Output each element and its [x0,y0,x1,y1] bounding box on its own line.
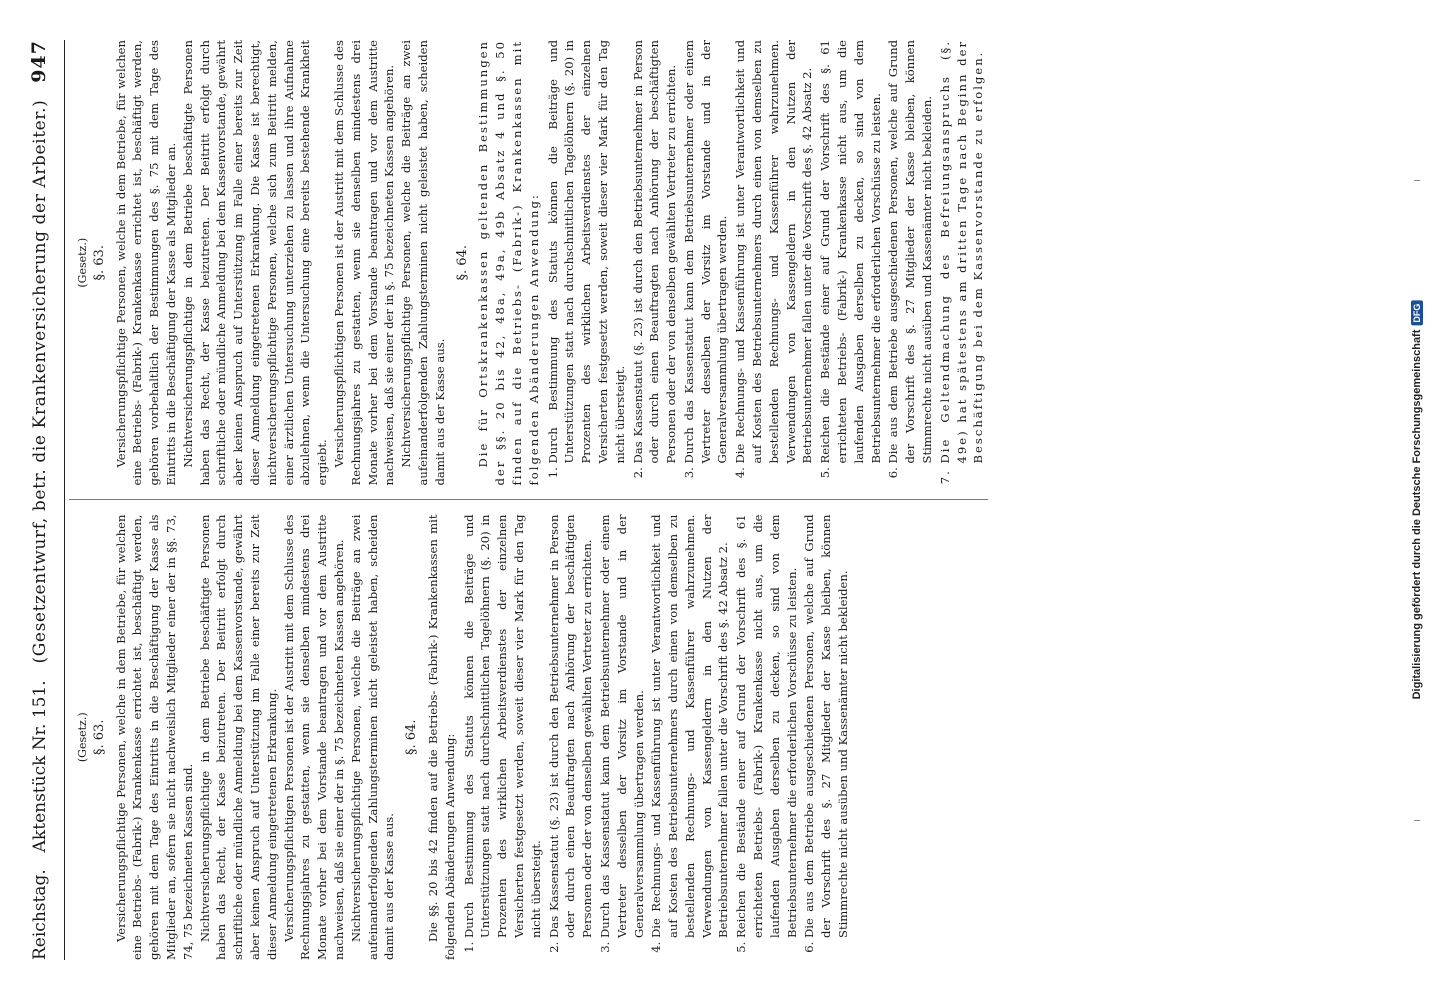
running-header [28,40,65,960]
right-section-63-heading: §. 63. [91,245,107,281]
left-column [69,515,988,961]
right-section-63-para-3: Versicherungspflichtigen Personen ist der Austritt mit dem Schlusse des Rechnungsjahres zu gestatten, wenn sie denselben mindestens drei Monate vorher bei dem Vorstande beantragen und vor dem Austritte nachweisen, daß sie einer der in §. 75 bezeichneten Kassen angehören. [331,40,397,486]
list-item: 6. Die aus dem Betriebe ausgeschiedenen Personen, welche auf Grund der Vorschrift des §. 27 Mitglieder der Kasse bleiben, können Stimmrechte nicht ausüben und Kassenämter nicht bekleiden. [801,515,851,939]
list-item: 2. Das Kassenstatut (§. 23) ist durch den Betriebsunternehmer in Person oder durch einen Beauftragten nach Anhörung der beschäftigten Personen oder der von denselben gewählten Vertreter zu errichten. [630,40,680,464]
right-section-63-para-4: Nichtversicherungspflichtige Personen, welche die Beiträge an zwei aufeinanderfolgenden Zahlungsterminen nicht geleistet haben, scheiden damit aus der Kasse aus. [399,40,447,486]
left-section-63-para-3: Versicherungspflichtigen Personen ist der Austritt mit dem Schlusse des Rechnungsjahres zu gestatten, wenn sie denselben mindestens drei Monate vorher bei dem Vorstande beantragen und vor dem Austritte nachweisen, daß sie einer der in §. 75 bezeichneten Kassen angehören. [281,514,346,960]
header-left: Reichstag. [30,869,50,960]
left-section-64-intro: Die §§. 20 bis 42 finden auf die Betriebs- (Fabrik-) Krankenkassen mit folgenden Abänderungen Anwendung: [425,514,457,960]
digitization-sidebar [1402,0,1432,1000]
two-column-body [69,40,988,960]
dfg-logo-icon: DFG [1411,301,1423,326]
header-title: (Gesetzentwurf, betr. die Krankenversicherung der Arbeiter.) [30,99,50,664]
list-item: 6. Die aus dem Betriebe ausgeschiedenen Personen, welche auf Grund der Vorschrift des §. 27 Mitglieder der Kasse bleiben, können Stimmrechte nicht ausüben und Kassenämter nicht bekleiden. [885,40,935,464]
left-column-label: (Gesetz.) [76,712,89,763]
right-section-64-intro: Die für Ortskrankenkassen geltenden Bestimmungen der §§. 20 bis 42, 48a, 49a, 49b Absatz 4 und §. 50 finden auf die Betriebs- (Fabrik-) Krankenkassen mit folgenden Abänderungen Anwendung: [476,40,541,486]
right-section-64-list [545,40,988,486]
document-page [6,0,1426,1000]
right-column-label: (Gesetz.) [76,237,89,288]
dfg-credit [1411,301,1423,700]
list-item: 5. Reichen die Bestände einer auf Grund der Vorschrift des §. 61 errichteten Betriebs- (Fabrik-) Krankenkasse nicht aus, um die laufenden Ausgaben derselben zu decken, so sind von dem Betriebsunternehmer die erforderlichen Vorschüsse zu leisten. [733,515,800,939]
list-item: 1. Durch Bestimmung des Statuts können die Beiträge und Unterstützungen statt nach durchschnittlichen Tagelöhnern (§. 20) in Prozenten des wirklichen Arbeitsverdienstes der einzelnen Versicherten festgesetzt werden, soweit dieser vier Mark für den Tag nicht übersteigt. [461,515,545,939]
left-section-63-para-1: Versicherungspflichtige Personen, welche in dem Betriebe, für welchen eine Betriebs- (Fabrik-) Krankenkasse errichtet ist, beschäftigt werden, gehören mit dem Tage des Eintritts in die Beschäftigung der Kasse als Mitglieder an, sofern sie nicht nachweislich Mitglieder einer der in §§. 73, 74, 75 bezeichneten Kassen sind. [113,514,195,960]
list-item: 3. Durch das Kassenstatut kann dem Betriebsunternehmer oder einem Vertreter desselben der Vorsitz im Vorstande und in der Generalversammlung übertragen werden. [681,40,731,464]
right-section-63-para-1: Versicherungspflichtige Personen, welche in dem Betriebe, für welchen eine Betriebs- (Fabrik-) Krankenkasse errichtet ist, beschäftigt werden, gehören vorbehaltlich der Bestimmungen des §. 75 mit dem Tage des Eintritts in die Beschäftigung der Kasse als Mitglieder an. [113,40,178,486]
right-section-63-para-2: Nichtversicherungspflichtige in dem Betriebe beschäftigte Personen haben das Recht, der Kasse beizutreten. Der Beitritt erfolgt durch schriftliche oder mündliche Anmeldung bei dem Kassenvorstande, gewährt aber keinen Anspruch auf Unterstützung im Falle einer bereits zur Zeit dieser Anmeldung eingetretenen Erkrankung. Die Kasse ist berechtigt, nichtversicherungspflichtige Personen, welche sich zum Beitritt melden, einer ärztlichen Untersuchung unterziehen zu lassen und ihre Aufnahme abzulehnen, wenn die Untersuchung eine bereits bestehende Krankheit ergiebt. [180,40,330,486]
list-item: 7. Die Geltendmachung des Befreiungsanspruchs (§. 49e) hat spätestens am dritten Tage nach Beginn der Beschäftigung bei dem Kassenvorstande zu erfolgen. [937,40,987,464]
list-item: 3. Durch das Kassenstatut kann dem Betriebsunternehmer oder einem Vertreter desselben der Vorsitz im Vorstande und in der Generalversammlung übertragen werden. [597,515,647,939]
margin-tick [1414,180,1420,181]
left-section-63-heading: §. 63. [91,719,107,755]
header-aktenstueck: Aktenstück Nr. 151. [30,680,50,853]
column-divider [69,500,988,501]
margin-tick [1414,820,1420,821]
list-item: 1. Durch Bestimmung des Statuts können die Beiträge und Unterstützungen statt nach durchschnittlichen Tagelöhnern (§. 20) in Prozenten des wirklichen Arbeitsverdienstes der einzelnen Versicherten festgesetzt werden, soweit dieser vier Mark für den Tag nicht übersteigt. [545,40,629,464]
left-section-63-para-2: Nichtversicherungspflichtige in dem Betriebe beschäftigte Personen haben das Recht, der Kasse beizutreten. Der Beitritt erfolgt durch schriftliche oder mündliche Anmeldung bei dem Kassenvorstande, gewährt aber keinen Anspruch auf Unterstützung im Falle einer bereits zur Zeit dieser Anmeldung eingetretenen Erkrankung. [197,514,279,960]
list-item: 5. Reichen die Bestände einer auf Grund der Vorschrift des §. 61 errichteten Betriebs- (Fabrik-) Krankenkasse nicht aus, um die laufenden Ausgaben derselben zu decken, so sind von dem Betriebsunternehmer die erforderlichen Vorschüsse zu leisten. [817,40,884,464]
left-section-64-list [461,515,852,961]
right-column [69,40,988,486]
list-item: 4. Die Rechnungs- und Kassenführung ist unter Verantwortlichkeit und auf Kosten des Betriebsunternehmers durch einen von demselben zu bestellenden Rechnungs- und Kassenführer wahrzunehmen. Verwendungen von Kassengeldern in den Nutzen der Betriebsunternehmer fallen unter die Vorschrift des §. 42 Absatz 2. [648,515,732,939]
list-item: 4. Die Rechnungs- und Kassenführung ist unter Verantwortlichkeit und auf Kosten des Betriebsunternehmers durch einen von demselben zu bestellenden Rechnungs- und Kassenführer wahrzunehmen. Verwendungen von Kassengeldern in den Nutzen der Betriebsunternehmer fallen unter die Vorschrift des §. 42 Absatz 2. [732,40,816,464]
left-section-63-para-4: Nichtversicherungspflichtige Personen, welche die Beiträge an zwei aufeinanderfolgenden Zahlungsterminen nicht geleistet haben, scheiden damit aus der Kasse aus. [348,514,397,960]
page-number: 947 [28,40,50,83]
dfg-credit-text: Digitalisierung gefördert durch die Deutsche Forschungsgemeinschaft [1411,329,1423,700]
list-item: 2. Das Kassenstatut (§. 23) ist durch den Betriebsunternehmer in Person oder durch einen Beauftragten nach Anhörung der beschäftigten Personen oder der von denselben gewählten Vertreter zu errichten. [546,515,596,939]
left-section-64-heading: §. 64. [404,719,420,755]
right-section-64-heading: §. 64. [454,245,470,281]
